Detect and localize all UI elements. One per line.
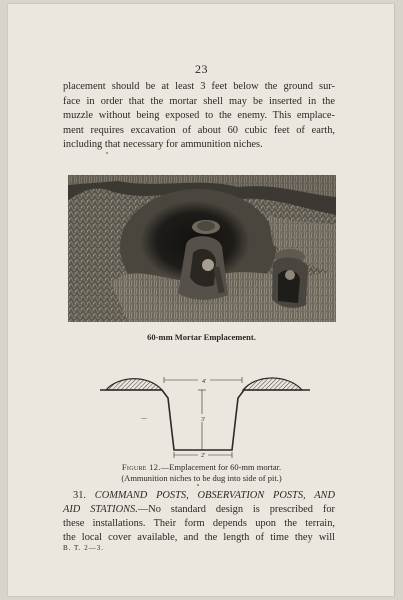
section-heading-line (63, 489, 335, 503)
emplacement-diagram (100, 368, 310, 458)
photo-image (68, 175, 336, 322)
section-title-part1: COMMAND POSTS, OBSERVATION POSTS, AND (94, 490, 335, 501)
section-number: 31. (73, 490, 86, 501)
figure-title: —Emplacement for 60-mm mortar. (160, 462, 282, 472)
bottom-width-label: 2' (200, 453, 206, 458)
paper-speck (197, 484, 199, 486)
section-text: —No standard design is prescribed for (137, 504, 335, 515)
paragraph-line: face in order that the mortar shell may be inserted in the (63, 95, 335, 107)
figure-label: Figure 12. (121, 462, 161, 472)
mortar-emplacement-photo (68, 175, 336, 322)
left-spoil-mound (106, 379, 162, 390)
figure-caption-line1 (60, 462, 343, 473)
section-line: the local cover available, and the length of time they will (63, 532, 335, 543)
right-spoil-mound (243, 378, 302, 390)
pit-cross-section (100, 368, 310, 458)
paragraph-line: ment requires excavation of about 60 cubic feet of earth, (63, 124, 335, 136)
paragraph-line: placement should be at least 3 feet below the ground sur- (63, 81, 335, 92)
footer-signature-mark: B. T. 2—3. (63, 544, 105, 552)
body-paragraph (63, 80, 335, 153)
section-line: these installations. Their form depends upon the terrain, (63, 518, 335, 529)
section-title-part2: AID STATIONS. (63, 504, 138, 515)
top-width-label: 4' (201, 379, 207, 385)
figure-caption (60, 462, 343, 483)
section-31 (63, 489, 335, 545)
page-number: 23 (195, 62, 208, 76)
depth-label: 3' (200, 417, 206, 423)
section-line (63, 503, 335, 517)
photo-caption: 60-mm Mortar Emplacement. (147, 332, 256, 342)
paragraph-line: muzzle without being exposed to the enemy. This emplace- (63, 110, 335, 121)
paragraph-line: including that necessary for ammunition niches. (63, 139, 263, 150)
side-mark: — (141, 416, 147, 422)
figure-caption-line2: (Ammunition niches to be dug into side of pit.) (121, 472, 282, 483)
